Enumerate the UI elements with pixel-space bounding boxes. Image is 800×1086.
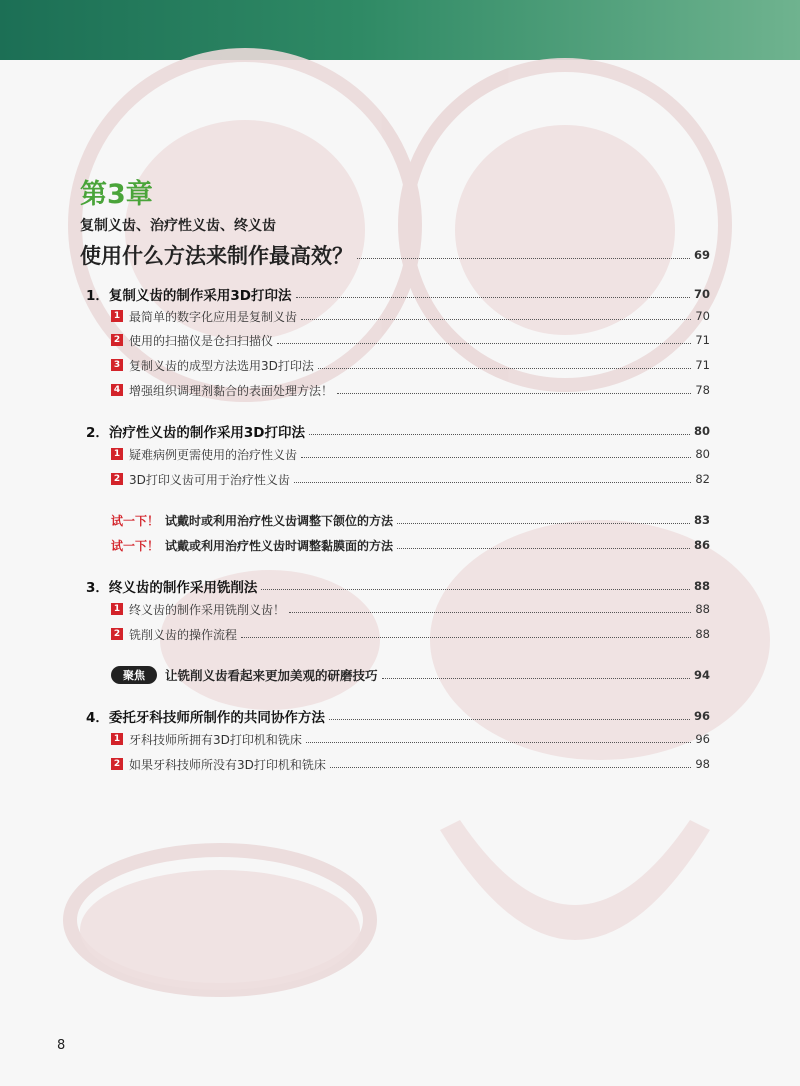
toc-item[interactable]: [111, 730, 710, 748]
toc-item[interactable]: [111, 381, 710, 399]
page-ref: 80: [695, 447, 710, 461]
page-number: 8: [57, 1038, 66, 1053]
toc-try-item[interactable]: [111, 536, 710, 554]
page-ref: 80: [693, 424, 710, 438]
toc-main-title[interactable]: [80, 240, 710, 270]
item-label: 试戴或利用治疗性义齿时调整黏膜面的方法: [165, 538, 394, 553]
leader-dots: [301, 319, 691, 320]
leader-dots: [329, 719, 690, 720]
toc-item[interactable]: [111, 625, 710, 643]
main-title-text: 使用什么方法来制作最高效？: [80, 244, 353, 268]
item-label: 增强组织调理剂黏合的表面处理方法！: [129, 383, 334, 398]
toc-item[interactable]: [111, 600, 710, 618]
leader-dots: [296, 297, 690, 298]
leader-dots: [382, 678, 690, 679]
item-number-badge: 1: [111, 603, 123, 615]
watermark-denture-5: [80, 870, 360, 990]
page-ref: 88: [695, 627, 710, 641]
page-ref: 70: [695, 309, 710, 323]
try-tag: 试一下！: [111, 538, 160, 553]
page-ref: 78: [695, 383, 710, 397]
page-ref: 88: [695, 602, 710, 616]
toc-item[interactable]: [111, 307, 710, 325]
item-label: 终义齿的制作采用铣削义齿！: [129, 602, 286, 617]
section-label: 3．终义齿的制作采用铣削法: [86, 580, 258, 596]
page-ref: 83: [693, 513, 710, 527]
leader-dots: [306, 742, 691, 743]
leader-dots: [261, 589, 690, 590]
leader-dots: [309, 434, 690, 435]
item-number-badge: 3: [111, 359, 123, 371]
try-tag: 试一下！: [111, 513, 160, 528]
item-label: 最简单的数字化应用是复制义齿: [129, 309, 298, 324]
item-label: 让铣削义齿看起来更加美观的研磨技巧: [165, 668, 378, 683]
item-number-badge: 2: [111, 473, 123, 485]
page-ref: 70: [693, 287, 710, 301]
toc-item[interactable]: [111, 755, 710, 773]
page-ref: 71: [695, 358, 710, 372]
item-number-badge: 4: [111, 384, 123, 396]
page-ref: 71: [695, 333, 710, 347]
toc-section-2[interactable]: [86, 421, 710, 441]
page-ref: 86: [693, 538, 710, 552]
leader-dots: [337, 393, 691, 394]
toc-section-1[interactable]: [86, 284, 710, 304]
leader-dots: [397, 548, 690, 549]
item-label: 铣削义齿的操作流程: [129, 627, 238, 642]
leader-dots: [330, 767, 691, 768]
item-number-badge: 1: [111, 310, 123, 322]
page-ref: 69: [693, 248, 710, 262]
leader-dots: [241, 637, 691, 638]
leader-dots: [357, 258, 690, 259]
page-ref: 96: [693, 709, 710, 723]
item-number-badge: 1: [111, 733, 123, 745]
leader-dots: [397, 523, 690, 524]
section-label: 4．委托牙科技师所制作的共同协作方法: [86, 710, 325, 726]
toc-section-3[interactable]: [86, 576, 710, 596]
item-label: 如果牙科技师所没有3D打印机和铣床: [129, 757, 326, 772]
chapter-heading: 第3章: [80, 179, 153, 210]
toc-section-4[interactable]: [86, 706, 710, 726]
item-label: 试戴时或利用治疗性义齿调整下颌位的方法: [165, 513, 394, 528]
leader-dots: [294, 482, 691, 483]
toc-item[interactable]: [111, 356, 710, 374]
page-ref: 82: [695, 472, 710, 486]
leader-dots: [277, 343, 691, 344]
page-ref: 88: [693, 579, 710, 593]
page-ref: 96: [695, 732, 710, 746]
item-label: 复制义齿的成型方法选用3D打印法: [129, 358, 314, 373]
section-label: 2．治疗性义齿的制作采用3D打印法: [86, 425, 305, 441]
toc-item[interactable]: [111, 470, 710, 488]
item-number-badge: 2: [111, 628, 123, 640]
focus-tag: 聚焦: [111, 666, 157, 684]
item-label: 牙科技师所拥有3D打印机和铣床: [129, 732, 302, 747]
item-label: 疑难病例更需使用的治疗性义齿: [129, 447, 298, 462]
item-label: 3D打印义齿可用于治疗性义齿: [129, 472, 290, 487]
watermark-denture-arch: [440, 820, 710, 940]
item-number-badge: 1: [111, 448, 123, 460]
toc-item[interactable]: [111, 445, 710, 463]
item-number-badge: 2: [111, 758, 123, 770]
page-ref: 98: [695, 757, 710, 771]
toc-item[interactable]: [111, 331, 710, 349]
chapter-subtitle: 复制义齿、治疗性义齿、终义齿: [80, 218, 276, 234]
item-label: 使用的扫描仪是仓扫扫描仪: [129, 333, 274, 348]
toc-focus-item[interactable]: [111, 665, 710, 685]
section-label: 1．复制义齿的制作采用3D打印法: [86, 288, 292, 304]
page-ref: 94: [693, 668, 710, 682]
toc-try-item[interactable]: [111, 511, 710, 529]
leader-dots: [289, 612, 691, 613]
item-number-badge: 2: [111, 334, 123, 346]
leader-dots: [318, 368, 691, 369]
leader-dots: [301, 457, 691, 458]
